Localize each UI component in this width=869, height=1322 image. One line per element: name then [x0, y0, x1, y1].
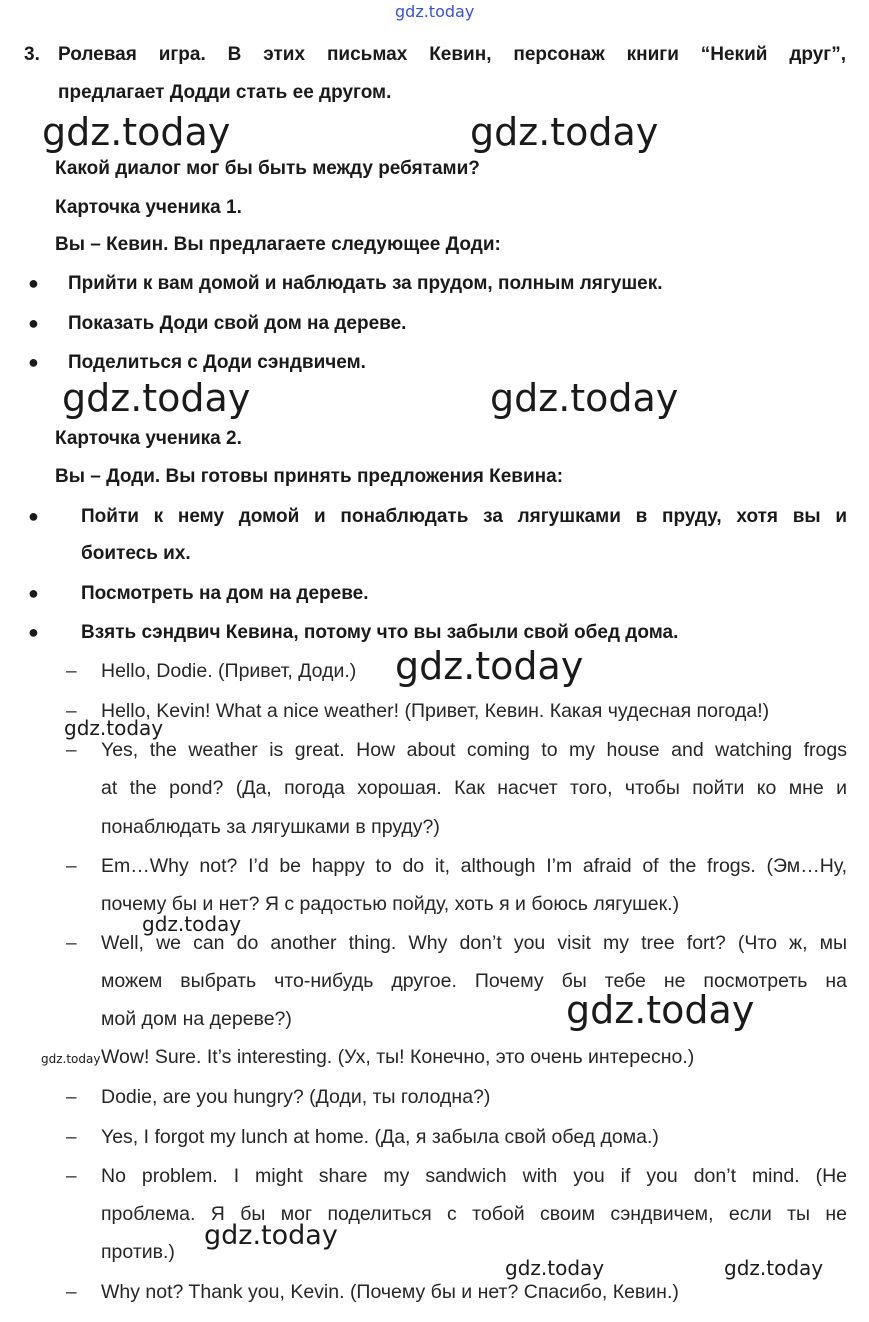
dialogue-line: Hello, Kevin! What a nice weather! (Привет, Кевин. Какая чудесная погода!)	[101, 700, 770, 722]
watermark: gdz.today	[41, 1052, 101, 1066]
bullet-icon: ●	[28, 313, 39, 333]
card1-title: Карточка ученика 1.	[55, 197, 242, 218]
bullet-icon: ●	[28, 622, 39, 642]
card1-intro: Вы – Кевин. Вы предлагаете следующее Доди:	[55, 234, 501, 255]
watermark: gdz.today	[42, 110, 231, 154]
watermark: gdz.today	[490, 376, 679, 420]
card2-item-line2: боитесь их.	[81, 543, 191, 564]
watermark: gdz.today	[566, 988, 755, 1032]
card1-item: Показать Доди свой дом на дереве.	[68, 313, 407, 334]
watermark: gdz.today	[505, 1256, 605, 1280]
dash-marker: –	[66, 1282, 77, 1303]
dialogue-line: понаблюдать за лягушками в пруду?)	[101, 816, 440, 838]
dialogue-line: Hello, Dodie. (Привет, Доди.)	[101, 660, 357, 682]
card2-item-line1: Пойти к нему домой и понаблюдать за лягушками в пруду, хотя вы и	[81, 506, 847, 527]
watermark: gdz.today	[62, 376, 251, 420]
dash-marker: –	[66, 1087, 77, 1108]
dialogue-line: можем выбрать что-нибудь другое. Почему бы тебе не посмотреть на	[101, 970, 847, 992]
watermark: gdz.today	[142, 912, 242, 936]
task-number: 3.	[24, 44, 40, 65]
dash-marker: –	[66, 740, 77, 761]
dialogue-line: Well, we can do another thing. Why don’t you visit my tree fort? (Что ж, мы	[101, 932, 847, 954]
bullet-icon: ●	[28, 506, 39, 526]
card1-item: Прийти к вам домой и наблюдать за прудом, полным лягушек.	[68, 273, 663, 294]
dialogue-line: против.)	[101, 1241, 175, 1263]
card2-intro: Вы – Доди. Вы готовы принять предложения Кевина:	[55, 466, 564, 487]
dialogue-line: мой дом на дереве?)	[101, 1008, 292, 1030]
task-heading-line1: Ролевая игра. В этих письмах Кевин, персонаж книги “Некий друг”,	[58, 44, 846, 65]
dialogue-line: Wow! Sure. It’s interesting. (Ух, ты! Конечно, это очень интересно.)	[101, 1046, 695, 1068]
bullet-icon: ●	[28, 273, 39, 293]
dialogue-line: Yes, the weather is great. How about coming to my house and watching frogs	[101, 739, 847, 761]
dash-marker: –	[66, 933, 77, 954]
card2-item: Взять сэндвич Кевина, потому что вы забыли свой обед дома.	[81, 622, 679, 643]
card2-item: Посмотреть на дом на дереве.	[81, 583, 369, 604]
dash-marker: –	[66, 661, 77, 682]
watermark: gdz.today	[204, 1220, 338, 1251]
watermark-top: gdz.today	[395, 2, 475, 21]
dash-marker: –	[66, 1166, 77, 1187]
dialogue-line: Yes, I forgot my lunch at home. (Да, я забыла свой обед дома.)	[101, 1126, 659, 1148]
bullet-icon: ●	[28, 583, 39, 603]
dash-marker: –	[66, 856, 77, 877]
watermark: gdz.today	[395, 644, 584, 688]
dash-marker: –	[66, 1127, 77, 1148]
task-heading-line2: предлагает Додди стать ее другом.	[58, 82, 392, 103]
dialogue-line: at the pond? (Да, погода хорошая. Как насчет того, чтобы пойти ко мне и	[101, 777, 847, 799]
dialogue-line: проблема. Я бы мог поделиться с тобой своим сэндвичем, если ты не	[101, 1203, 847, 1225]
dialogue-line: почему бы и нет? Я с радостью пойду, хоть я и боюсь лягушек.)	[101, 893, 680, 915]
card2-title: Карточка ученика 2.	[55, 428, 242, 449]
watermark: gdz.today	[470, 110, 659, 154]
task-question: Какой диалог мог бы быть между ребятами?	[55, 158, 480, 179]
dialogue-line: Dodie, are you hungry? (Доди, ты голодна?)	[101, 1086, 491, 1108]
dialogue-line: No problem. I might share my sandwich with you if you don’t mind. (Не	[101, 1165, 847, 1187]
bullet-icon: ●	[28, 352, 39, 372]
card1-item: Поделиться с Доди сэндвичем.	[68, 352, 366, 373]
dialogue-line: Em…Why not? I’d be happy to do it, although I’m afraid of the frogs. (Эм…Ну,	[101, 855, 847, 877]
dash-marker: –	[66, 701, 77, 722]
watermark: gdz.today	[64, 716, 164, 740]
dialogue-line: Why not? Thank you, Kevin. (Почему бы и нет? Спасибо, Кевин.)	[101, 1281, 679, 1303]
watermark: gdz.today	[724, 1256, 824, 1280]
